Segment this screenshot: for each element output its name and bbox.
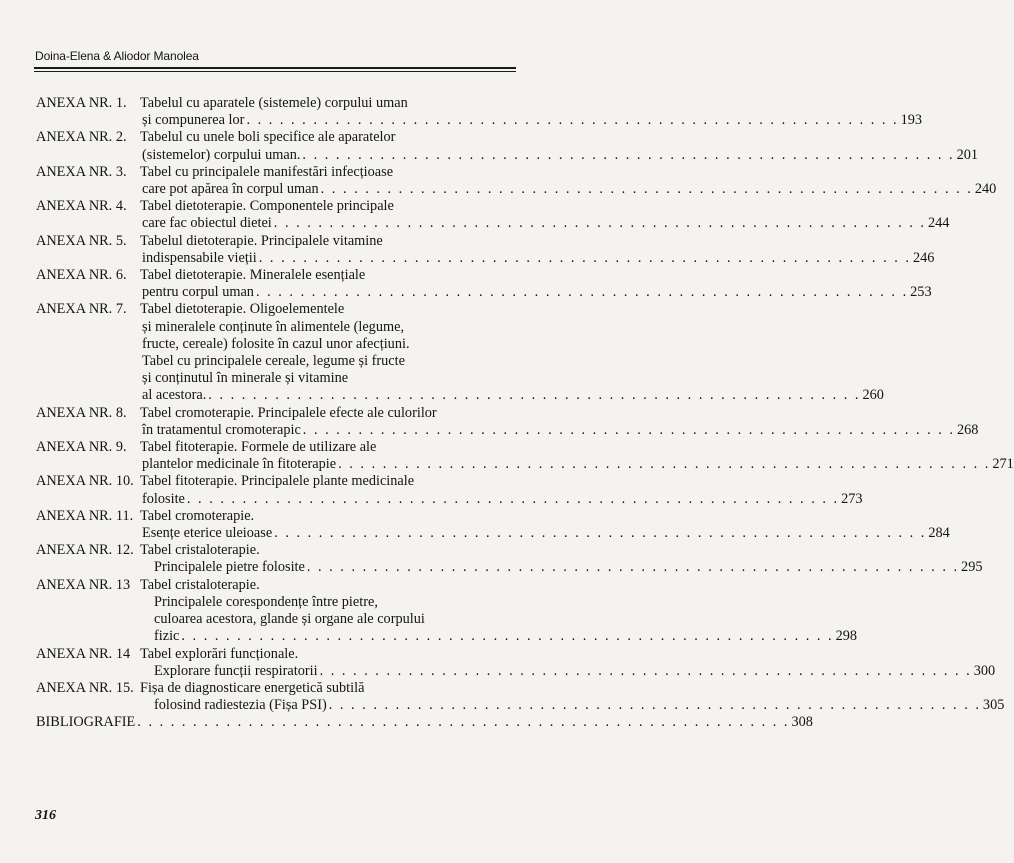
entry-title-text: Tabel cu principalele cereale, legume și fructe xyxy=(142,353,405,370)
entry-page: 193 xyxy=(900,112,923,129)
entry-title-text: pentru corpul uman xyxy=(142,284,254,301)
entry-page: 300 xyxy=(973,662,996,679)
entry-title-text: Principalele pietre folosite xyxy=(154,559,305,576)
entry-line xyxy=(140,129,512,146)
entry-title-text: folosind radiestezia (Fișa PSI) xyxy=(154,697,327,714)
entry-title-text: fructe, cereale) folosite în cazul unor afecțiuni. xyxy=(142,335,410,352)
entry-line xyxy=(140,405,512,422)
entry-title-text: Tabel dietoterapie. Oligoelementele xyxy=(140,301,345,318)
entry-line xyxy=(140,628,858,645)
toc-entry xyxy=(36,645,996,680)
entry-line xyxy=(140,336,512,353)
entry-number: ANEXA NR. 13 xyxy=(36,576,131,593)
entry-body xyxy=(140,576,858,646)
entry-body xyxy=(140,267,932,301)
entry-title-text: al acestora. xyxy=(142,387,207,404)
dot-leader: . . . . . . . . . . . . . . . . . . . . . . . . . . . . . . . . . . . . . . . . . . . . . . . . . . . . . . . . . . . xyxy=(246,112,899,129)
header-rule-thin xyxy=(34,71,516,72)
entry-line xyxy=(140,611,512,628)
entry-number: ANEXA NR. 1. xyxy=(36,95,127,111)
dot-leader: . . . . . . . . . . . . . . . . . . . . . . . . . . . . . . . . . . . . . . . . . . . . . . . . . . . . . . . . . . . xyxy=(274,525,927,542)
entry-page: 268 xyxy=(956,421,979,438)
entry-title-text: Tabel dietoterapie. Mineralele esențiale xyxy=(140,267,366,284)
entry-title-text: Tabelul dietoterapie. Principalele vitamine xyxy=(140,232,383,249)
entry-number: ANEXA NR. 14 xyxy=(36,645,131,662)
entry-body xyxy=(140,473,863,507)
table-of-contents xyxy=(36,95,1014,732)
toc-entry xyxy=(36,679,1005,714)
entry-number: ANEXA NR. 6. xyxy=(36,267,127,284)
entry-line xyxy=(140,146,979,164)
entry-line xyxy=(140,680,512,697)
entry-title-text: (sistemelor) corpului uman. xyxy=(142,146,301,163)
entry-page: 246 xyxy=(912,249,935,266)
toc-entry xyxy=(36,232,935,267)
toc-entry xyxy=(36,301,884,404)
entry-number: ANEXA NR. 10. xyxy=(36,473,134,490)
entry-page: 295 xyxy=(961,559,983,576)
entry-number: ANEXA NR. 11. xyxy=(36,507,134,524)
dot-leader: . . . . . . . . . . . . . . . . . . . . . . . . . . . . . . . . . . . . . . . . . . . . . . . . . . . . . . . . . . . xyxy=(186,490,840,507)
toc-entry xyxy=(36,439,1014,473)
entry-title-text: Esențe eterice uleioase xyxy=(142,525,273,542)
toc-entry xyxy=(36,507,950,542)
entry-title-text: și compunerea lor xyxy=(142,112,245,129)
entry-page: 298 xyxy=(835,628,858,645)
dot-leader: . . . . . . . . . . . . . . . . . . . . . . . . . . . . . . . . . . . . . . . . . . . . . . . . . . . . . . . . . . . xyxy=(302,146,955,163)
entry-line xyxy=(140,662,996,680)
entry-title-text: Tabel fitoterapie. Formele de utilizare ale xyxy=(140,439,377,456)
dot-leader: . . . . . . . . . . . . . . . . . . . . . . . . . . . . . . . . . . . . . . . . . . . . . . . . . . . . . . . . . . . xyxy=(328,697,981,714)
toc-entry-bibliography xyxy=(36,714,813,731)
entry-line xyxy=(140,198,512,215)
entry-body xyxy=(140,163,997,198)
entry-number: ANEXA NR. 9. xyxy=(36,439,127,456)
entry-line xyxy=(140,301,512,318)
entry-number: ANEXA NR. 8. xyxy=(36,404,127,421)
entry-line xyxy=(140,112,923,129)
dot-leader: . . . . . . . . . . . . . . . . . . . . . . . . . . . . . . . . . . . . . . . . . . . . . . . . . . . . . . . . . . . xyxy=(137,714,790,731)
entry-title-text: Tabel cromoterapie. xyxy=(140,507,255,524)
toc-entry xyxy=(36,267,932,301)
entry-body xyxy=(140,404,979,439)
entry-number: ANEXA NR. 3. xyxy=(36,163,127,180)
entry-title-text: Tabel explorări funcționale. xyxy=(140,645,299,662)
entry-line xyxy=(140,646,512,663)
entry-page: 305 xyxy=(982,697,1005,714)
entry-body xyxy=(140,95,923,129)
entry-line xyxy=(140,387,884,404)
entry-number: ANEXA NR. 12. xyxy=(36,542,134,559)
entry-title-text: și conținutul în minerale și vitamine xyxy=(142,370,349,387)
entry-line xyxy=(140,525,950,542)
dot-leader: . . . . . . . . . . . . . . . . . . . . . . . . . . . . . . . . . . . . . . . . . . . . . . . . . . . . . . . . . . . xyxy=(273,215,926,232)
bibliography-label: BIBLIOGRAFIE xyxy=(36,714,136,731)
entry-line xyxy=(140,353,512,370)
entry-line xyxy=(140,577,512,594)
entry-line xyxy=(140,284,932,301)
dot-leader: . . . . . . . . . . . . . . . . . . . . . . . . . . . . . . . . . . . . . . . . . . . . . . . . . . . . . . . . . . . xyxy=(258,249,911,266)
entry-title-text: plantelor medicinale în fitoterapie xyxy=(142,456,337,473)
entry-body xyxy=(140,645,996,680)
entry-title-text: Tabel cu principalele manifestări infecțioase xyxy=(140,163,394,180)
entry-line xyxy=(140,319,512,336)
entry-title-text: Tabelul cu unele boli specifice ale aparatelor xyxy=(140,129,396,146)
entry-number: ANEXA NR. 7. xyxy=(36,301,127,318)
entry-line xyxy=(36,714,813,731)
entry-line xyxy=(140,421,979,439)
entry-body xyxy=(140,542,983,576)
entry-title-text: indispensabile vieții xyxy=(142,249,257,266)
entry-line xyxy=(140,456,1014,473)
entry-title-text: folosite xyxy=(142,490,185,507)
toc-entry xyxy=(36,473,863,507)
dot-leader: . . . . . . . . . . . . . . . . . . . . . . . . . . . . . . . . . . . . . . . . . . . . . . . . . . . . . . . . . . . xyxy=(208,387,861,404)
entry-line xyxy=(140,508,512,525)
entry-body xyxy=(140,301,884,404)
entry-line xyxy=(140,542,512,559)
entry-page: 271 xyxy=(992,456,1014,473)
entry-title-text: în tratamentul cromoterapic xyxy=(142,421,301,438)
entry-body xyxy=(140,507,950,542)
entry-number: ANEXA NR. 5. xyxy=(36,232,127,249)
entry-body xyxy=(140,232,935,267)
entry-line xyxy=(140,215,950,232)
entry-page: 240 xyxy=(974,181,997,198)
entry-title-text: Tabel fitoterapie. Principalele plante medicinale xyxy=(140,473,415,490)
entry-title-text: Tabel cristaloterapie. xyxy=(140,542,260,559)
entry-line xyxy=(140,594,512,611)
entry-line xyxy=(140,164,512,181)
dot-leader: . . . . . . . . . . . . . . . . . . . . . . . . . . . . . . . . . . . . . . . . . . . . . . . . . . . . . . . . . . . xyxy=(302,421,955,438)
entry-body xyxy=(140,439,1014,473)
toc-entry xyxy=(36,542,983,576)
entry-line xyxy=(140,95,512,112)
entry-page: 284 xyxy=(928,525,950,542)
page-number: 316 xyxy=(35,808,56,823)
entry-title-text: Tabel cristaloterapie. xyxy=(140,576,260,593)
entry-page: 201 xyxy=(956,146,979,163)
entry-title-text: fizic xyxy=(154,628,180,645)
entry-number: ANEXA NR. 4. xyxy=(36,198,127,215)
entry-title-text: și mineralele conținute în alimentele (legume, xyxy=(142,318,405,335)
entry-body xyxy=(140,679,1005,714)
entry-title-text: Fișa de diagnosticare energetică subtilă xyxy=(140,679,365,696)
header-rule-thick xyxy=(34,67,516,69)
toc-entry xyxy=(36,198,950,232)
entry-line xyxy=(140,559,983,576)
toc-entry xyxy=(36,129,979,163)
toc-entry xyxy=(36,163,997,198)
entry-page: 260 xyxy=(862,387,884,404)
entry-line xyxy=(140,267,512,284)
entry-line xyxy=(140,439,512,456)
entry-body xyxy=(140,129,979,163)
toc-entry xyxy=(36,404,979,439)
entry-line xyxy=(140,697,1005,714)
dot-leader: . . . . . . . . . . . . . . . . . . . . . . . . . . . . . . . . . . . . . . . . . . . . . . . . . . . . . . . . . . . xyxy=(319,662,972,679)
entry-body xyxy=(140,198,950,232)
entry-title-text: Tabel dietoterapie. Componentele principale xyxy=(140,198,394,215)
entry-page: 253 xyxy=(910,284,932,301)
entry-line xyxy=(140,473,512,490)
entry-title-text: Principalele corespondențe între pietre, xyxy=(154,593,378,610)
entry-title-text: Explorare funcții respiratorii xyxy=(154,662,318,679)
entry-title-text: culoarea acestora, glande și organe ale corpului xyxy=(154,611,425,628)
dot-leader: . . . . . . . . . . . . . . . . . . . . . . . . . . . . . . . . . . . . . . . . . . . . . . . . . . . . . . . . . . . xyxy=(338,456,991,473)
bibliography-page: 308 xyxy=(791,714,813,731)
dot-leader: . . . . . . . . . . . . . . . . . . . . . . . . . . . . . . . . . . . . . . . . . . . . . . . . . . . . . . . . . . . xyxy=(255,284,909,301)
entry-line xyxy=(140,233,512,250)
running-header: Doina-Elena & Aliodor Manolea xyxy=(35,49,199,63)
dot-leader: . . . . . . . . . . . . . . . . . . . . . . . . . . . . . . . . . . . . . . . . . . . . . . . . . . . . . . . . . . . xyxy=(320,181,973,198)
entry-title-text: Tabelul cu aparatele (sistemele) corpului uman xyxy=(140,95,408,111)
entry-page: 273 xyxy=(841,490,863,507)
entry-line xyxy=(140,249,935,267)
entry-line xyxy=(140,370,512,387)
entry-title-text: care pot apărea în corpul uman xyxy=(142,181,319,198)
toc-entry xyxy=(36,576,858,646)
entry-line xyxy=(140,181,997,198)
entry-title-text: Tabel cromoterapie. Principalele efecte ale culorilor xyxy=(140,404,437,421)
entry-number: ANEXA NR. 15. xyxy=(36,679,134,696)
dot-leader: . . . . . . . . . . . . . . . . . . . . . . . . . . . . . . . . . . . . . . . . . . . . . . . . . . . . . . . . . . . xyxy=(181,628,834,645)
dot-leader: . . . . . . . . . . . . . . . . . . . . . . . . . . . . . . . . . . . . . . . . . . . . . . . . . . . . . . . . . . . xyxy=(306,559,960,576)
toc-entry xyxy=(36,95,923,129)
entry-title-text: care fac obiectul dietei xyxy=(142,215,272,232)
entry-page: 244 xyxy=(927,215,950,232)
entry-number: ANEXA NR. 2. xyxy=(36,129,127,146)
entry-line xyxy=(140,490,863,508)
